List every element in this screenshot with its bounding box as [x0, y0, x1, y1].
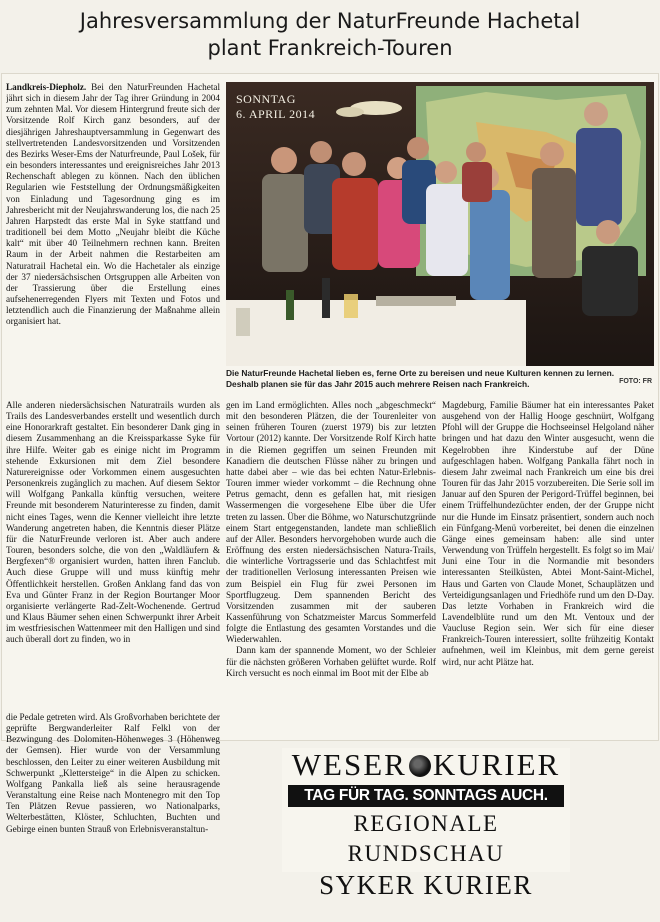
photo-date: 6. APRIL 2014 [236, 107, 316, 121]
article-text: Magdeburg, Familie Bäumer hat ein interessantes Paket ausgehend von der Hallig Hooge geschnürt, Wolfgang Pfohl will der Gruppe die Hochseeinsel Helgoland näher bringen und hat dazu den Winter ausgesucht, wenn die Kegelrobben ihre Kinderstube auf der Düne aufgeschlagen haben. Wolfgang Pankalla fährt noch in diesem Jahr zweimal nach Frankreich um eine bis drei Touren für das Jahr 2015 vorzubereiten. Die Serie soll im Januar auf den Spuren der Perigord-Trüffel beginnen, bei einem Trüffelhundezüchter enden, der der Gruppe nicht nur die Hunde im Einsatz präsentiert, sondern auch noch ein Fünfgang-Menü vorbereitet, bei denen die einzelnen Gänge eines gemeinsam haben: alle sind unter Verwendung von Trüffeln hergestellt. Es folgt so im Mai/ Juni eine Tour in die Normandie mit besonders interessanten Steilküsten, Abtei Mont-Saint-Michel, Haus und Garten von Claude Monet, Schauplätzen und Verteidigungsanlagen und Friedhöfe rund um den D-Day. Das letzte Vorhaben in Frankreich wird die Lavendelblüte rund um den Mt. Ventoux und der Vaucluse Region sein. Wer sich für eine dieser Frankreich-Touren interessiert, sollte frühzeitig Kontakt aufnehmen, weil im Kleinbus, mit dem gerne gereist wird, nur acht Plätze hat. [442, 400, 654, 667]
newspaper-masthead [282, 747, 570, 900]
group-photo-illustration [226, 82, 654, 366]
article-dateline: Landkreis-Diepholz. [6, 82, 87, 92]
headline [0, 8, 660, 62]
masthead-title-right: KURIER [432, 747, 561, 782]
headline-line-2: plant Frankreich-Touren [207, 36, 453, 60]
masthead-regional: REGIONALE RUNDSCHAU [347, 811, 505, 866]
headline-line-1: Jahresversammlung der NaturFreunde Hachetal [79, 9, 581, 33]
globe-icon [409, 755, 431, 777]
article-text: Dann kam der spannende Moment, wo der Schleier für die nächsten größeren Vorhaben gelüftet wurde. Rolf Kirch versucht es noch einmal im Boot mit der Elbe ab [226, 645, 436, 678]
masthead-local-edition: SYKER KURIER [319, 870, 533, 900]
article-text: Bei den NaturFreunden Hachetal jährt sich in diesem Jahr der Tag ihrer Gründung in 2004 zum zehnten Mal. Vor diesem Hintergrund freute sich der Vorsitzende Rolf Kirch ganz besonders, auf der diesjährigen Jahreshauptversammlung in Gegenwart des stellvertretenden Landesvorsitzenden und Vorsitzenden des Bezirks Weser-Ems der Naturfreunde, Paul Lošek, für ein besonders interessantes und ereignisreiches Jahr 2013 Rechenschaft ablegen zu können. Nach den üblichen Regularien wie Feststellung der Ordnungsmäßigkeiten von Einladung und Tagesordnung ging es im Jahresbericht mit der Neujahrswanderung los, die nach 25 Jahren Harpstedt das erste Mal in Syke stattfand und traditionell bei dem Motto „Neujahr bleibt die Küche kalt“ mit über 40 Teilnehmern rechnen kann. Breiten Raum in der Arbeit nahmen die Restarbeiten am Naturatrail Hachetal ein. Wo die Hachetaler als einzige der 37 niedersächsischen Ortsgruppen alle Arbeiten von der Trassierung über die Erstellung eines aufsehenerregenden Flyers mit Texten und Fotos und letztendlich auch die Finanzierung der Maßnahme allein organisiert hat. [6, 82, 220, 327]
photo-caption-line-2: Deshalb planen sie für das Jahr 2015 auch mehrere Reisen nach Frankreich. [226, 378, 530, 389]
photo-date-weekday: SONNTAG [236, 92, 296, 106]
group-photo [226, 82, 654, 366]
article-text: Alle anderen niedersächsischen Naturatrails wurden als Trails des Landesverbandes erstellt und wesentlich durch eine Honorarkraft gestaltet. Ein besonderer Dank ging in diesem Zusammenhang an die Kreissparkasse Syke für ihre Hilfe. Weiter gab es einige nicht im Programm stehende Exkursionen mit dem Ziel besondere Naturereignisse oder Vorkommen einem ausgesuchten Personenkreis zugänglich zu machen. Auf diesem Sektor will Wolfgang Pankalla künftig versuchen, weitere Freunde mit besonderem Naturinteresse zu finden, damit nicht eines Tages, wenn die Kenner vielleicht ihre letzte Wanderung angetreten haben, die Kenntnis dieser Plätze für die NaturFreunde verloren ist. Aber auch andere Touren, besonders solche, die von den „Waldläufern & Bergfexen“® organisiert wurden, hatten ihren Fanclub. Auch diese Gruppe will und muss künftig mehr Öffentlichkeit herstellen. Großen Anklang fand das von Eva und Günter Franz in der Region Bourtanger Moor organisierte verlängerte Rad-Zelt-Wochenende. Gertrud und Klaus Bäumer sehen einen Schwerpunkt ihrer Arbeit im westfriesischen Wattenmeer mit den Halligen und sind auch überall dort zu finden, wo in [6, 400, 220, 645]
article-text: gen im Land ermöglichten. Alles noch „abgeschmeckt“ mit den besonderen Plätzen, die der Tourenleiter von seinen früheren Touren (zuerst 1979) bis zur letzten Vortour (2012) kannte. Der Vorsitzende Rolf Kirch hatte in die Riemen gegriffen um seinen Freunden mit Kanadiern die deutschen Flüsse näher zu bringen und hatte dabei aber – wie das bei echten Natur-Erlebnis-Touren immer wieder vorkommt – die Rechnung ohne Petrus gemacht, denn es gefallen hat, mit riesigen Wassermengen die vorgesehene Elbe über die Ufer treten zu lassen. Über die Böhme, wo Naturschutzgründe einem Start entgegenstanden, landete man schließlich auf der Aller. Besonders hervorgehoben wurde auch die Eröffnung des ersten niedersächsischen Natura-Trails, die winterliche Vortragsserie und das Schlachtfest mit der traditionellen Verlosung interessanten Preisen wie zum Beispiel ein Flug für zwei Personen im Sportflugzeug. Dem spannenden Bericht des Vorsitzenden zusammen mit der sauberen Kassenführung von Schatzmeister Marcus Sommerfeld folgte die Entlastung des gesamten Vorstandes und die Wiederwahlen. [226, 400, 436, 645]
masthead-title-left: WESER [291, 747, 407, 782]
article-text: die Pedale getreten wird. Als Großvorhaben berichtete der geprüfte Bergwanderleiter Ralf Felkl von der Bezwingung des Dolomiten-Höhenweges 3 (Höhenweg der Gemsen). Hier wurde von der Versammlung beschlossen, den Leiter zu einer weiteren Ausbildung mit Schwerpunkt „Klettersteige“ in die Alpen zu schicken. Wolfgang Pankalla ließ als seine herausragende Veranstaltung eine Reise nach Montenegro mit den Top Ten Plätzen Revue passieren, wo Nationalparks, Welterbestätten, Klöster, Schluchten, Buchten und Gebirge einen bunten Strauß von Erlebnisveranstaltun- [6, 712, 220, 834]
masthead-slogan: TAG FÜR TAG. SONNTAGS AUCH. [288, 785, 564, 807]
photo-date-stamp [236, 92, 315, 122]
photo-caption [226, 368, 654, 389]
article-column-1-middle [6, 400, 220, 710]
masthead-title [282, 748, 570, 782]
article-column-1-bottom [6, 712, 220, 922]
article-column-1-top [6, 82, 220, 400]
photo-credit: FOTO: FR [619, 378, 652, 385]
photo-caption-line-1: Die NaturFreunde Hachetal lieben es, ferne Orte zu bereisen und neue Kulturen kennen zu lernen. [226, 368, 615, 378]
